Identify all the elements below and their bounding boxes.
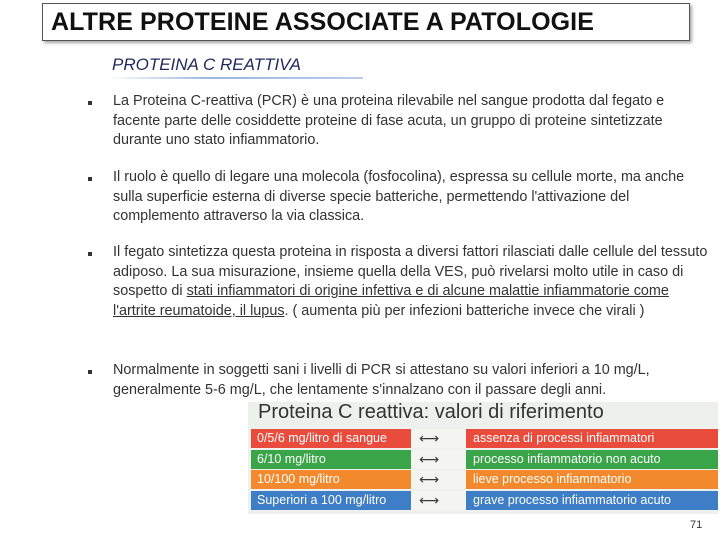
reference-table-title: Proteina C reattiva: valori di riferimento [258,401,604,423]
paragraph-pcr-synthesis [113,243,713,321]
paragraph-3-text-c: . ( aumenta più per infezioni batteriche invece che virali ) [284,302,645,319]
bullet-marker-2 [88,177,92,181]
reference-range: 10/100 mg/litro [257,472,340,486]
section-subtitle: PROTEINA C REATTIVA [112,55,301,74]
subtitle-underline [108,77,363,79]
paragraph-pcr-role: Il ruolo è quello di legare una molecola (fosfocolina), espressa su cellule morte, ma anche sulla superficie esterna di diverse specie batteriche, permettendo l'attivazione del complemento attraverso la via classica. [113,169,685,225]
reference-meaning: assenza di processi infiammatori [473,431,655,445]
slide-title: ALTRE PROTEINE ASSOCIATE A PATOLOGIE [51,8,594,36]
reference-range: 0/5/6 mg/litro di sangue [257,431,387,445]
reference-row [251,470,718,489]
reference-range: 6/10 mg/litro [257,452,326,466]
slide-title-box [42,3,690,41]
reference-meaning: grave processo infiammatorio acuto [473,493,672,507]
reference-range: Superiori a 100 mg/litro [257,493,387,507]
reference-meaning: lieve processo infiammatorio [473,472,632,486]
page-number: 71 [690,519,703,531]
paragraph-pcr-normal-levels: Normalmente in soggetti sani i livelli di PCR si attestano su valori inferiori a 10 mg/L, generalmente 5-6 mg/L, che lentamente s'innalzano con il passare degli anni. [113,362,650,398]
reference-row [251,450,718,469]
double-arrow-icon: ⟷ [419,451,440,467]
reference-meaning: processo infiammatorio non acuto [473,452,661,466]
bullet-marker-4 [88,370,92,374]
double-arrow-icon: ⟷ [419,471,440,487]
double-arrow-icon: ⟷ [419,492,440,508]
paragraph-3-text-a: Il fegato sintetizza questa proteina in risposta a diversi fattori rilasciati dalle cellule del tessuto adiposo. La sua misurazione, insieme quella della VES, può rivelarsi molto utile in caso di sospetto di [113,244,708,300]
paragraph-3-underlined-text: stati infiammatori di origine infettiva e di alcune malattie infiammatorie come l'artrite reumatoide, il lupus [113,283,669,319]
paragraph-pcr-definition: La Proteina C-reattiva (PCR) è una proteina rilevabile nel sangue prodotta dal fegato e facente parte delle cosiddette proteine di fase acuta, un gruppo di proteine sintetizzate durante uno stato infiammatorio. [113,93,665,149]
bullet-marker-3 [88,252,92,256]
reference-row [251,429,718,448]
bullet-marker-1 [88,101,92,105]
reference-row [251,491,718,510]
double-arrow-icon: ⟷ [419,430,440,446]
